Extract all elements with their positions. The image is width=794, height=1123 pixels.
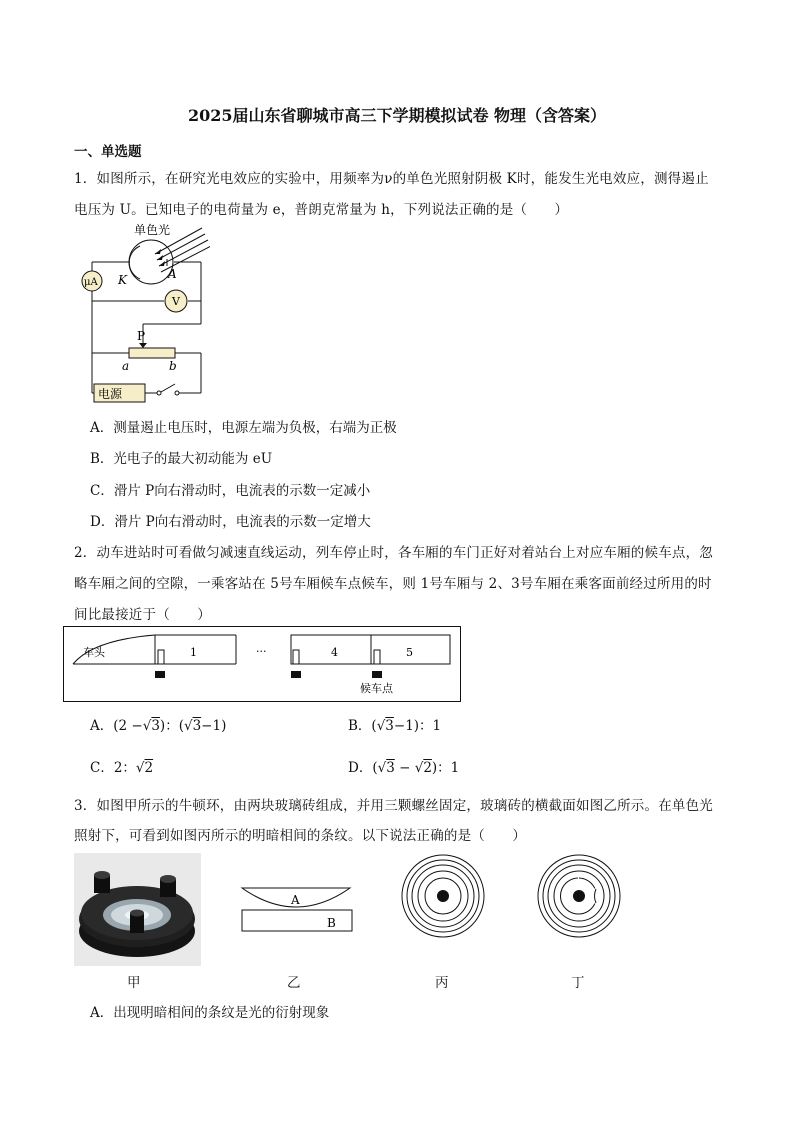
q2-option-a-radicand-2: 3 (192, 718, 202, 734)
q2-option-d-radicand-1: 3 (386, 760, 395, 776)
q1-option-a: A．测量遏止电压时，电源左端为负极，右端为正极 (90, 420, 397, 436)
car-1-label: 1 (190, 646, 197, 659)
q2-option-c: C．2：√2 (90, 760, 154, 776)
q2-option-d-prefix: D．( (348, 760, 378, 776)
q1-option-c: C．滑片 P向右滑动时，电流表的示数一定减小 (90, 483, 371, 499)
light-label: 单色光 (134, 223, 171, 237)
q2-option-a-prefix: A．(2 − (90, 718, 143, 734)
q2-option-a-middle: )：( (159, 718, 184, 734)
q2-option-b-suffix: −1)：1 (393, 718, 442, 734)
caption-bing: 丙 (435, 975, 449, 991)
train-figure (63, 626, 461, 702)
power-label: 电源 (98, 387, 123, 401)
q2-option-c-prefix: C．2： (90, 760, 136, 776)
page-title: 2025届山东省聊城市高三下学期模拟试卷 物理（含答案） (187, 106, 607, 125)
q2-option-c-radicand: 2 (144, 760, 154, 776)
q2-option-d: D．(√3 − √2)：1 (348, 760, 460, 776)
fringe-pattern-ding (536, 853, 622, 939)
glass-label-b: B (327, 916, 336, 930)
caption-ding: 丁 (571, 975, 585, 991)
rheostat-end-b: b (169, 359, 177, 373)
q2-option-b: B．(√3−1)：1 (348, 718, 442, 734)
q2-option-d-suffix: )：1 (431, 760, 460, 776)
train-head-label: 车头 (83, 646, 105, 659)
q1-option-d: D．滑片 P向右滑动时，电流表的示数一定增大 (90, 514, 371, 530)
q2-option-d-radicand-2: 2 (423, 760, 432, 776)
q3-stem-line1: 3．如图甲所示的牛顿环，由两块玻璃砖组成，并用三颗螺丝固定，玻璃砖的横截面如图乙所示。在单色光 (74, 798, 713, 814)
q2-option-a-suffix: −1) (201, 718, 227, 734)
fringe-pattern-bing (400, 853, 486, 939)
car-4-label: 4 (331, 646, 338, 659)
q2-option-a: A．(2 −√3)：(√3−1) (90, 718, 227, 734)
caption-yi: 乙 (287, 975, 301, 991)
car-ellipsis: ··· (256, 645, 267, 658)
q2-option-d-middle: − (394, 760, 415, 776)
q2-option-b-prefix: B．( (348, 718, 377, 734)
q2-option-b-radicand: 3 (385, 718, 394, 734)
voltmeter-label: V (172, 295, 180, 308)
q3-stem-line2: 照射下，可看到如图丙所示的明暗相间的条纹。以下说法正确的是（ ） (74, 828, 527, 844)
stop-point-label: 候车点 (360, 682, 393, 695)
glass-cross-section (240, 878, 356, 936)
q2-option-a-radicand-1: 3 (151, 718, 160, 734)
q1-stem-line1: 1．如图所示，在研究光电效应的实验中，用频率为ν的单色光照射阴极 K时，能发生光电效应，测得遏止 (74, 171, 709, 187)
newton-ring-photo (74, 853, 201, 966)
anode-label: A (168, 267, 177, 281)
cathode-label: K (118, 273, 127, 287)
section-heading: 一、单选题 (74, 144, 142, 160)
q2-stem-line1: 2．动车进站时可看做匀减速直线运动，列车停止时，各车厢的车门正好对着站台上对应车厢的候车点，忽 (74, 545, 713, 561)
q3-option-a: A．出现明暗相间的条纹是光的衍射现象 (90, 1005, 330, 1021)
q1-stem-line2: 电压为 U。已知电子的电荷量为 e，普朗克常量为 h，下列说法正确的是（ ） (74, 202, 569, 218)
ammeter-label: μA (84, 277, 98, 288)
slider-label: P (137, 329, 146, 343)
caption-jia: 甲 (127, 975, 141, 991)
q2-stem-line3: 间比最接近于（ ） (74, 607, 211, 623)
photoelectric-circuit-figure (78, 222, 210, 404)
q2-stem-line2: 略车厢之间的空隙，一乘客站在 5号车厢候车点候车，则 1号车厢与 2、3号车厢在乘客面前经过所用的时 (74, 576, 712, 592)
glass-label-a: A (291, 893, 300, 907)
q1-option-b: B．光电子的最大初动能为 eU (90, 451, 273, 467)
rheostat-end-a: a (122, 359, 130, 373)
car-5-label: 5 (406, 646, 413, 659)
